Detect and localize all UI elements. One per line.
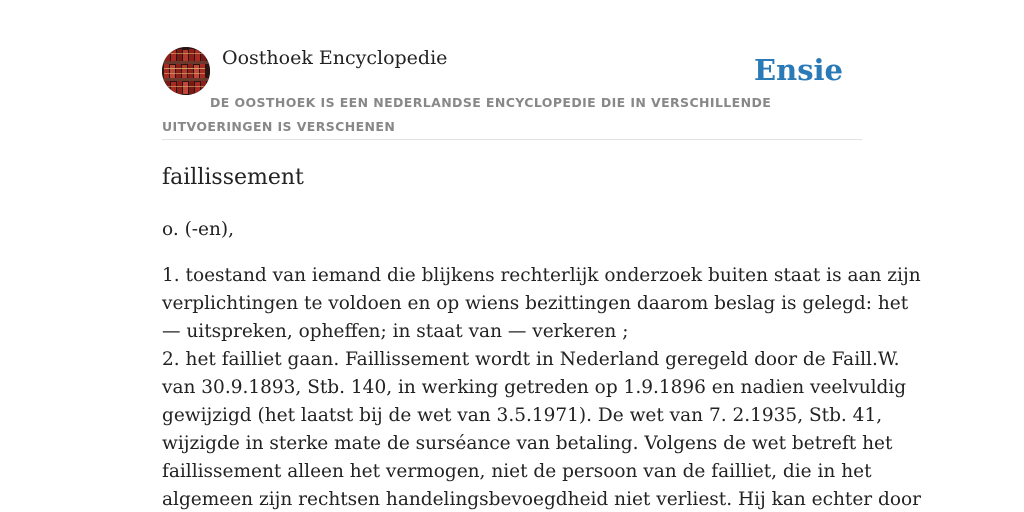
site-name[interactable]: Oosthoek Encyclopedie bbox=[222, 47, 448, 69]
entry-body bbox=[162, 216, 921, 512]
entry-definition bbox=[162, 262, 921, 512]
definition-line: 2. het failliet gaan. Faillissement wordt in Nederland geregeld door de Faill.W. bbox=[162, 349, 900, 370]
site-tagline: DE OOSTHOEK IS EEN NEDERLANDSE ENCYCLOPEDIE DIE IN VERSCHILLENDE UITVOERINGEN IS VERSCHENEN bbox=[162, 95, 772, 134]
entry-title: faillissement bbox=[162, 165, 304, 190]
entry-grammar: o. (-en), bbox=[162, 219, 235, 240]
ensie-logo-link[interactable]: Ensie bbox=[754, 53, 843, 87]
site-header bbox=[162, 46, 862, 140]
definition-line: algemeen zijn rechtsen handelingsbevoegdheid niet verliest. Hij kan echter door bbox=[162, 489, 921, 510]
definition-line: verplichtingen te voldoen en op wiens bezittingen daarom beslag is gelegd: het bbox=[162, 293, 909, 314]
definition-line: van 30.9.1893, Stb. 140, in werking getreden op 1.9.1896 en nadien veelvuldig bbox=[162, 377, 907, 398]
definition-line: 1. toestand van iemand die blijkens rechterlijk onderzoek buiten staat is aan zijn bbox=[162, 265, 921, 286]
book-shelf-avatar-icon[interactable] bbox=[162, 47, 210, 95]
definition-line: wijzigde in sterke mate de surséance van betaling. Volgens de wet betreft het bbox=[162, 433, 893, 454]
definition-line: gewijzigd (het laatst bij de wet van 3.5.1971). De wet van 7. 2.1935, Stb. 41, bbox=[162, 405, 883, 426]
definition-line: faillissement alleen het vermogen, niet de persoon van de failliet, die in het bbox=[162, 461, 872, 482]
definition-line: — uitspreken, opheffen; in staat van — verkeren ; bbox=[162, 321, 629, 342]
